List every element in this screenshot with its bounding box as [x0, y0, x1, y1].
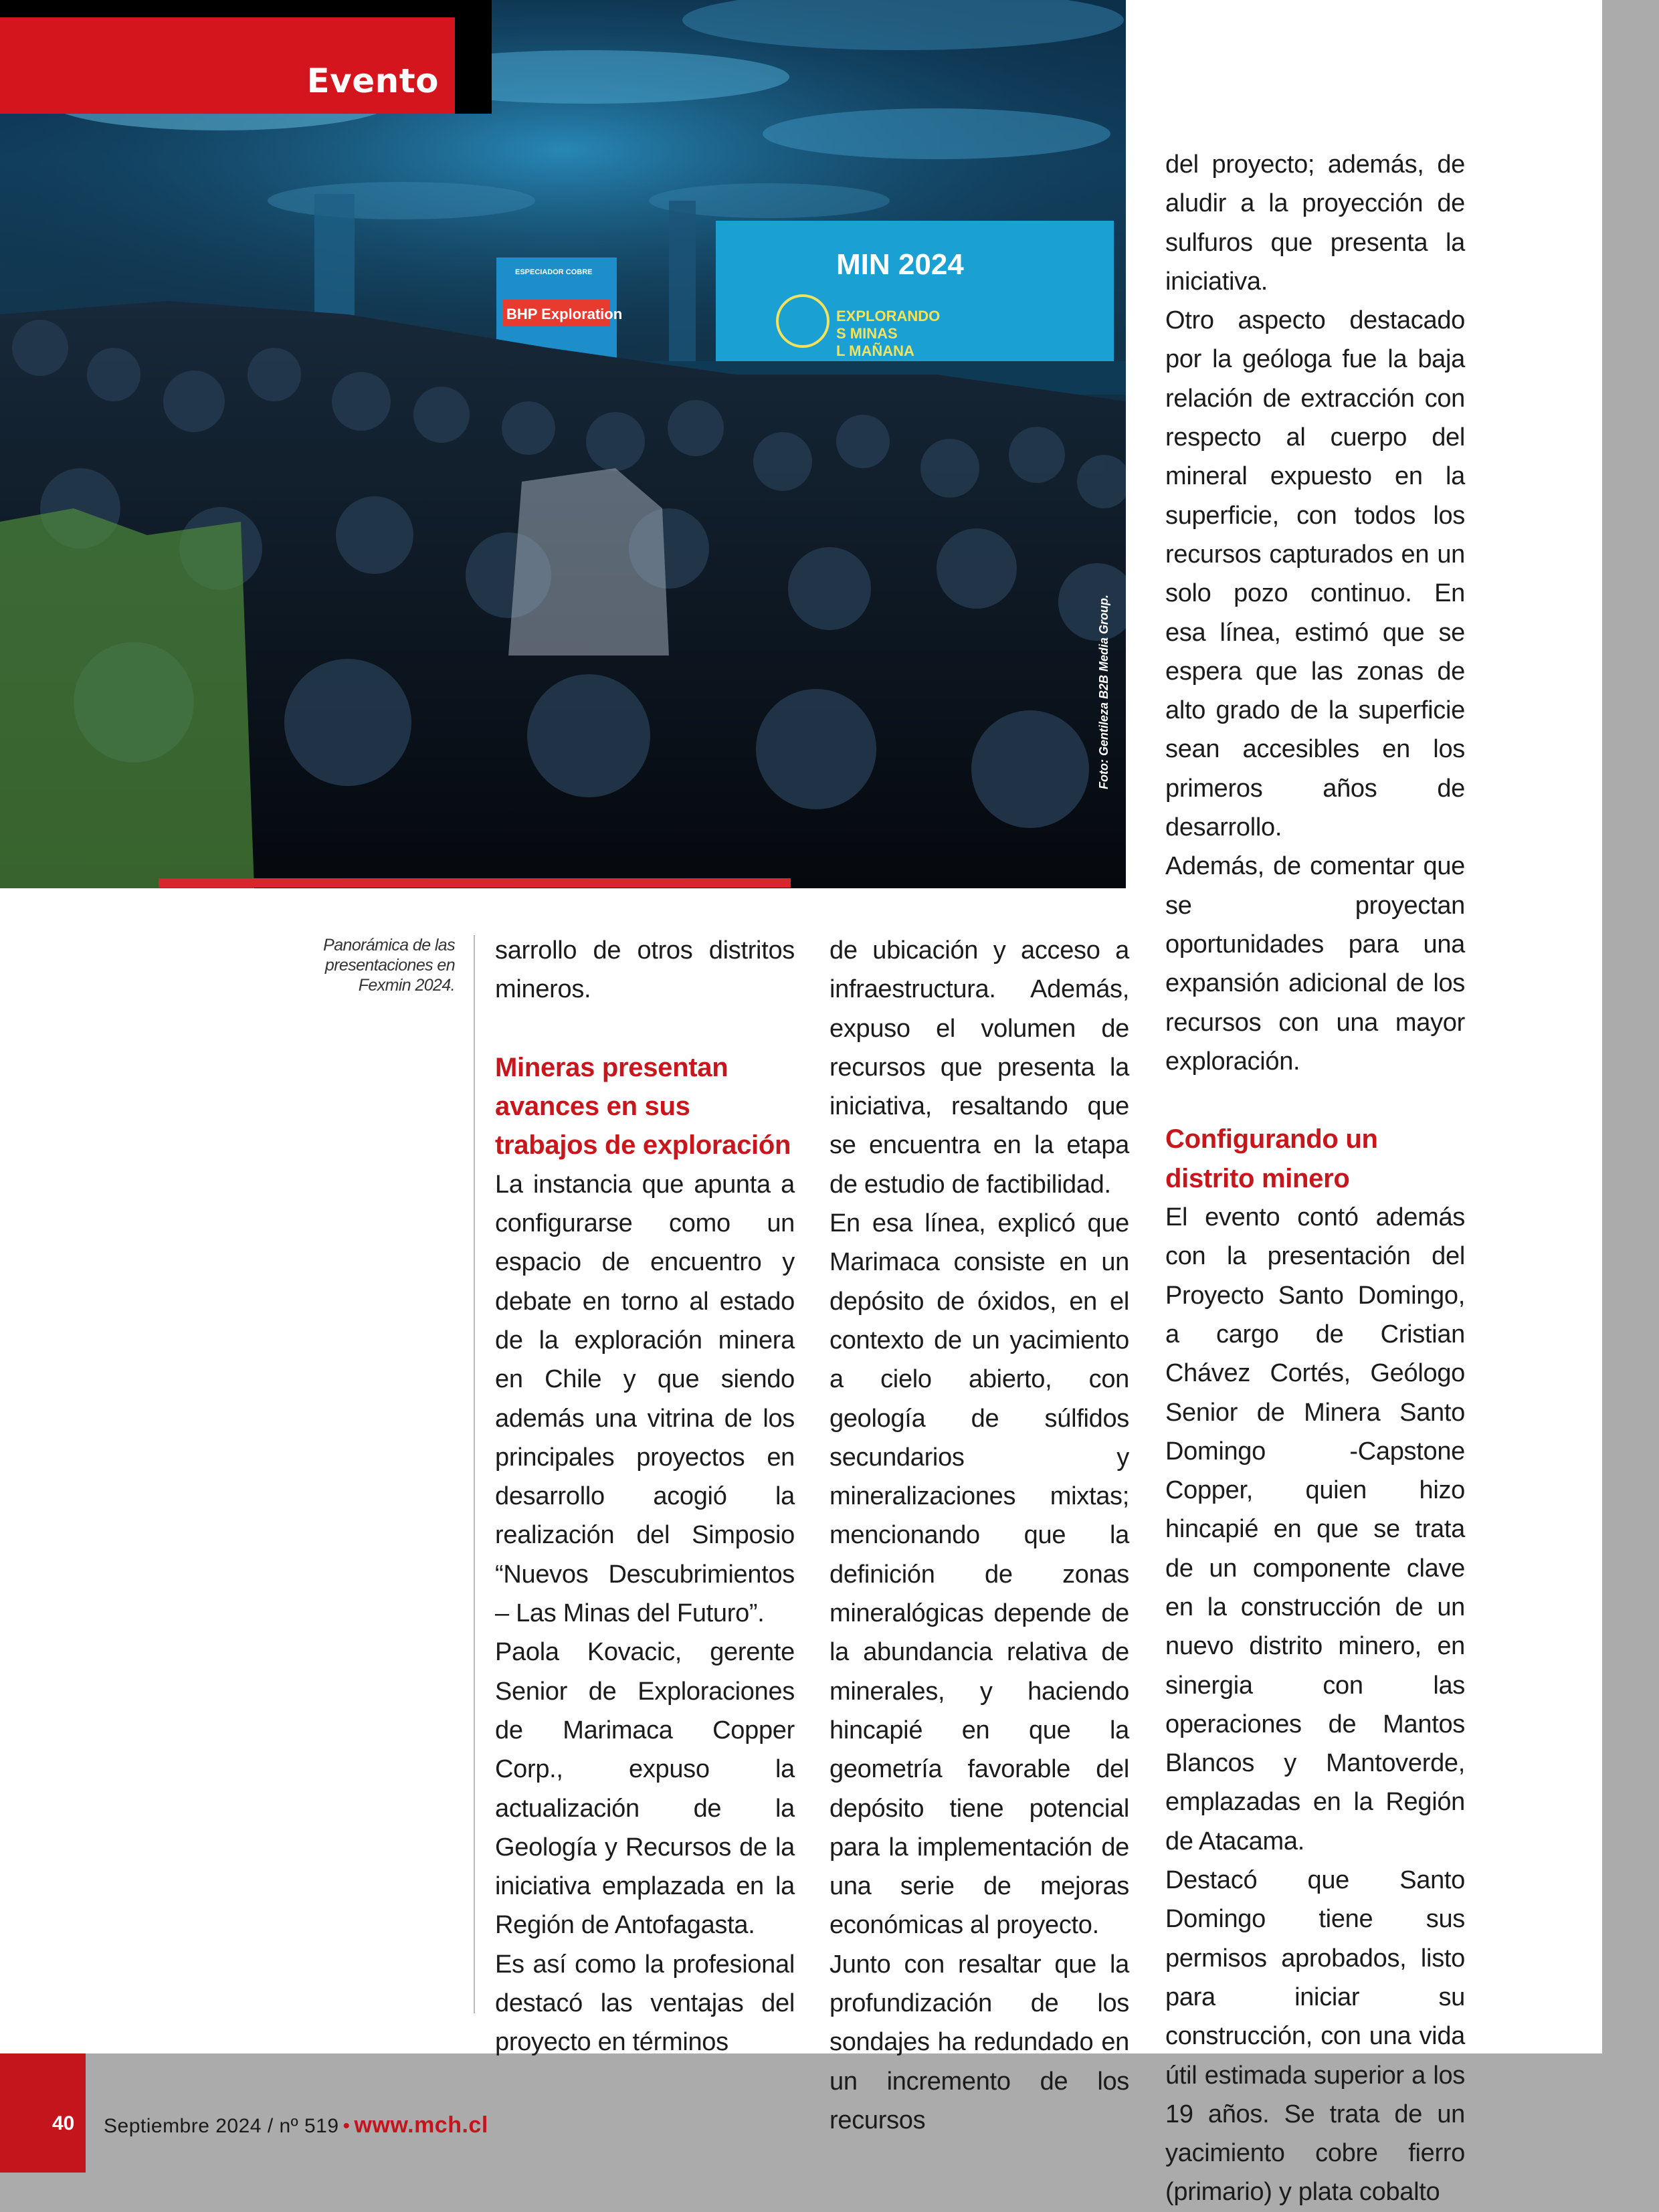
spacer [1165, 1081, 1465, 1120]
subheading: Configurando un distrito minero [1165, 1124, 1378, 1193]
subheading: Mineras presentan avances en sus trabajos de exploración [495, 1052, 791, 1161]
paragraph: del proyecto; además, de aludir a la proyección de sulfuros que presenta la iniciativa. [1165, 150, 1465, 296]
right-screen-line-1: EXPLORANDO [836, 308, 941, 324]
spacer [495, 1009, 795, 1048]
section-label: Evento [306, 62, 439, 100]
paragraph: Junto con resaltar que la profundización de los sondajes ha redundado en un incremento de los recursos [830, 1950, 1129, 2134]
footer-line [104, 2112, 488, 2138]
page-number-block [0, 2053, 86, 2173]
paragraph: Destacó que Santo Domingo tiene sus permisos aprobados, listo para iniciar su construcción, con una vida útil estimada superior a los 19 años. Se trata de un yacimiento cobre fierro (primario) y plata cobalto [1165, 1866, 1465, 2207]
article-column-2 [830, 931, 1129, 2140]
article-column-1 [495, 931, 795, 2062]
paragraph: Es así como la profesional destacó las ventajas del proyecto en términos [495, 1950, 795, 2057]
right-screen-line-2: S MINAS [836, 325, 898, 342]
article-column-3 [1165, 145, 1465, 2212]
page-number: 40 [52, 2112, 75, 2134]
conference-hall-illustration [0, 0, 1126, 888]
paragraph: Otro aspecto destacado por la geóloga fue la baja relación de extracción con respecto al cuerpo del mineral expuesto en la superficie, con todos los recursos capturados en un solo pozo continuo. En esa línea, estimó que se espera que las zonas de alto grado de la superficie sean accesibles en los primeros años de desarrollo. [1165, 306, 1465, 842]
ceiling-disc [763, 108, 1110, 159]
right-screen [716, 221, 1114, 385]
photo-red-rule [159, 878, 791, 888]
paragraph: de ubicación y acceso a infraestructura. Además, expuso el volumen de recursos que presenta la iniciativa, resaltando que se encuentra en la etapa de estudio de factibilidad. [830, 936, 1129, 1199]
paragraph: En esa línea, explicó que Marimaca consiste en un depósito de óxidos, en el contexto de un yacimiento a cielo abierto, con geología de súlfidos secundarios y mineralizaciones mixtas; mencionando que la definición de zonas mineralógicas depende de la abundancia relativa de minerales, y haciendo hincapié en que la geometría favorable del depósito tiene potencial para la implementación de una serie de mejoras económicas al proyecto. [830, 1209, 1129, 1940]
paragraph: sarrollo de otros distritos mineros. [495, 936, 795, 1004]
footer-separator: • [343, 2115, 351, 2137]
paragraph: Paola Kovacic, gerente Senior de Exploraciones de Marimaca Copper Corp., expuso la actualización de la Geología y Recursos de la iniciativa emplazada en la Región de Antofagasta. [495, 1638, 795, 1940]
issue-label: Septiembre 2024 / nº 519 [104, 2115, 339, 2137]
paragraph: El evento contó además con la presentación del Proyecto Santo Domingo, a cargo de Cristian Chávez Cortés, Geólogo Senior de Minera Santo Domingo -Capstone Copper, quien hizo hincapié en que se trata de un componente clave en la construcción de un nuevo distrito minero, en sinergia con las operaciones de Mantos Blancos y Mantoverde, emplazadas en la Región de Atacama. [1165, 1203, 1465, 1855]
column-divider [474, 935, 475, 2013]
left-screen-text: BHP Exploration [506, 306, 623, 322]
event-photo [0, 0, 1126, 888]
paragraph: Además, de comentar que se proyectan oportunidades para una expansión adicional de los recursos con una mayor exploración. [1165, 852, 1465, 1076]
right-screen-title: MIN 2024 [836, 248, 964, 281]
white-shirt [508, 468, 669, 656]
green-jacket [0, 508, 254, 888]
photo-caption: Panorámica de las presentaciones en Fexmin 2024. [323, 936, 455, 995]
paragraph: La instancia que apunta a configurarse como un espacio de encuentro y debate en torno al estado de la exploración minera en Chile y que siendo además una vitrina de los principales proyectos en desarrollo acogió la realización del Simposio “Nuevos Descubrimientos – Las Minas del Futuro”. [495, 1170, 795, 1628]
right-screen-line-3: L MAÑANA [836, 342, 914, 359]
section-tab [0, 0, 492, 114]
ceiling-disc [268, 182, 535, 219]
photo-credit: Foto: Gentileza B2B Media Group. [1097, 594, 1110, 789]
pillar [669, 201, 696, 375]
left-screen-top-text: ESPECIADOR COBRE [515, 268, 593, 276]
section-tab-red [0, 17, 455, 114]
website-link[interactable]: www.mch.cl [354, 2112, 488, 2138]
